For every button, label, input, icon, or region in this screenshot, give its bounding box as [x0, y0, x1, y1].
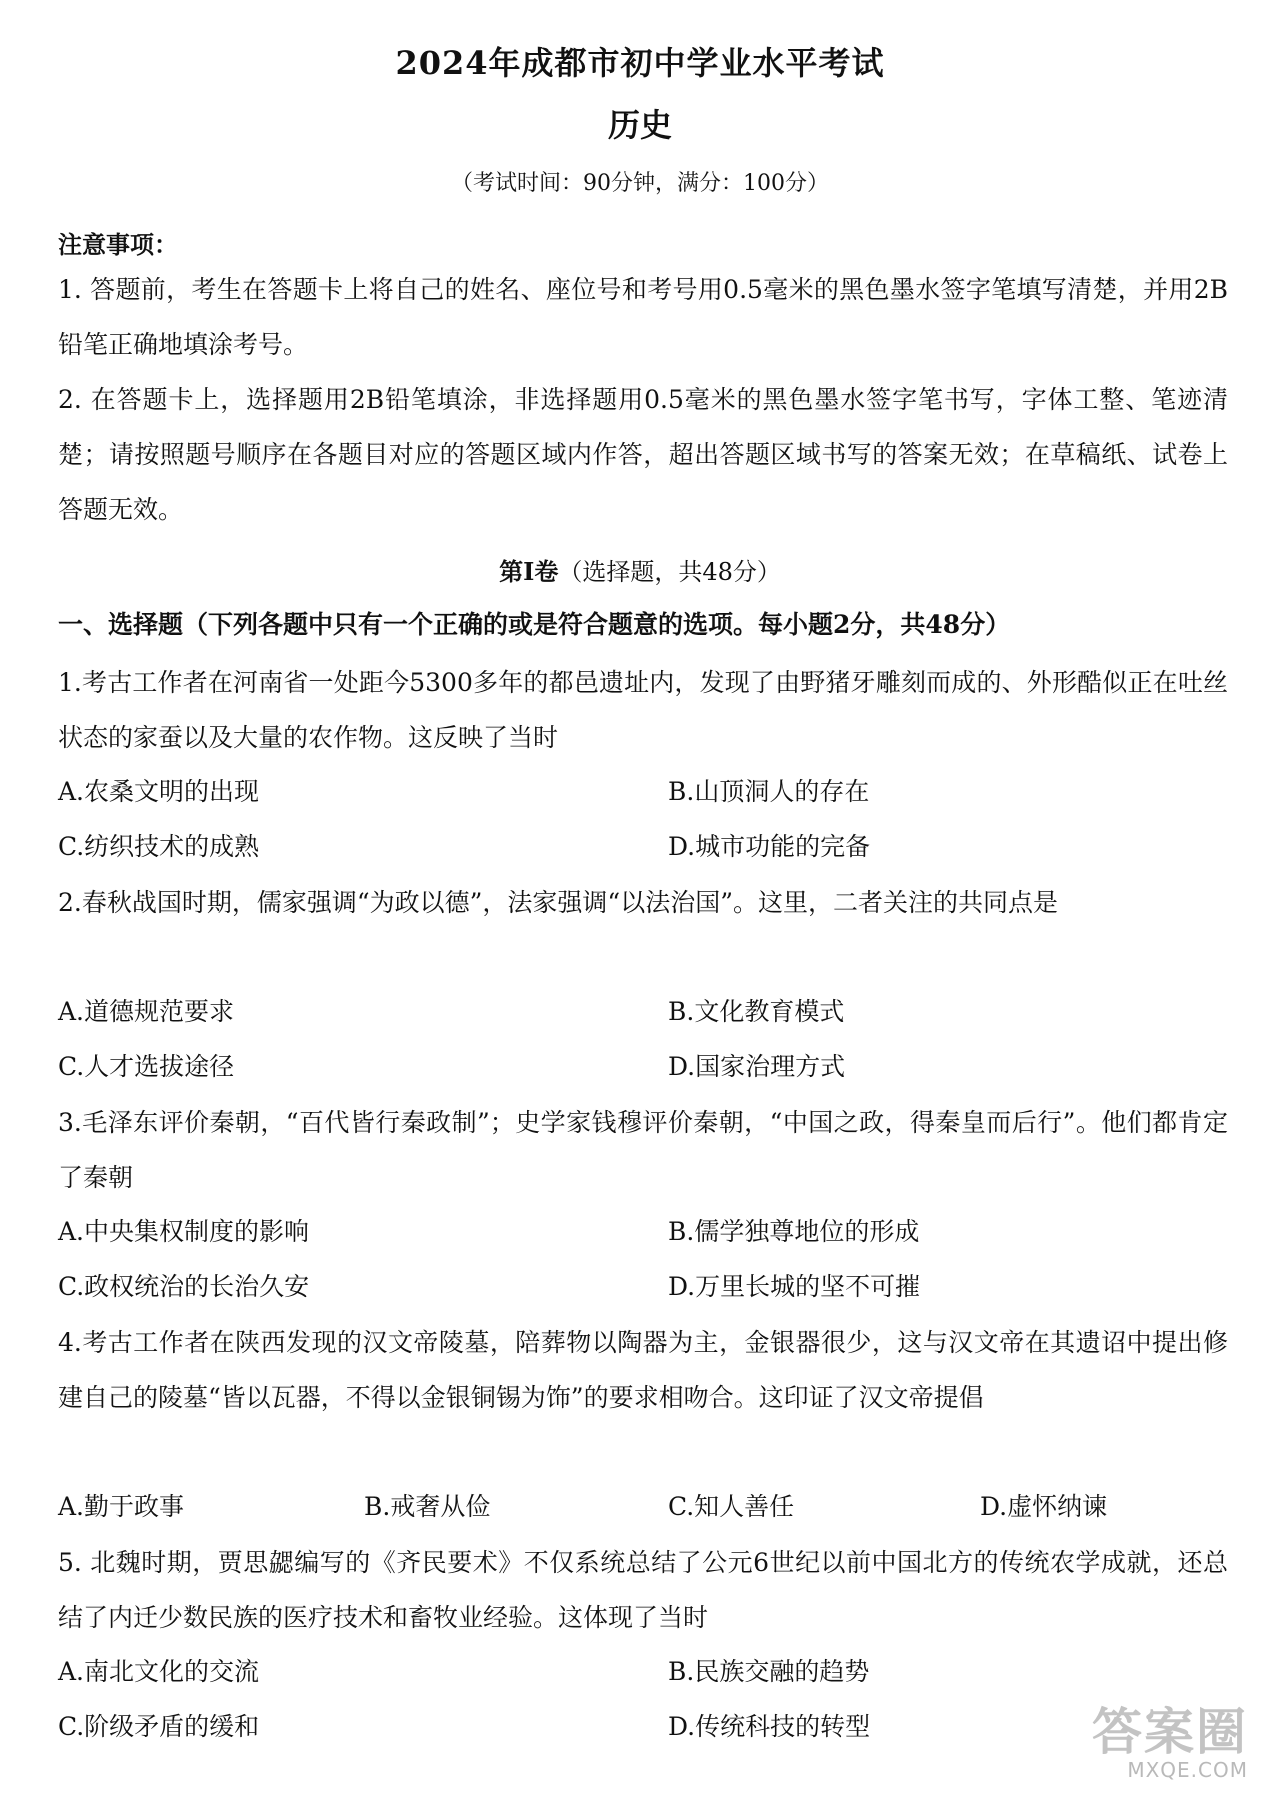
exam-title: 2024年成都市初中学业水平考试 [395, 44, 885, 82]
question-2-option-c: C.人才选拔途径 [58, 1052, 235, 1081]
question-5-option-b: B.民族交融的趋势 [668, 1657, 870, 1686]
watermark-brand: 答案圈 [1092, 1703, 1248, 1761]
watermark-logo [1080, 1692, 1260, 1782]
exam-info: （考试时间：90分钟，满分：100分） [451, 171, 829, 196]
notes-item-2: 2. 在答题卡上，选择题用2B铅笔填涂，非选择题用0.5毫米的黑色墨水签字笔书写，字体工整、笔迹清楚；请按照题号顺序在各题目对应的答题区域内作答，超出答题区域书写的答案无效；在草稿纸、试卷上答题无效。 [58, 385, 1228, 524]
watermark-domain: MXQE.COM [1127, 1758, 1248, 1782]
question-2-stem: 2.春秋战国时期，儒家强调“为政以德”，法家强调“以法治国”。这里，二者关注的共同点是 [58, 888, 1058, 917]
question-4-option-b: B.戒奢从俭 [364, 1492, 491, 1521]
volume-note: （选择题，共48分） [558, 558, 781, 586]
question-5-option-a: A.南北文化的交流 [58, 1657, 260, 1686]
question-5-option-d: D.传统科技的转型 [668, 1712, 871, 1741]
question-4-option-d: D.虚怀纳谏 [980, 1492, 1108, 1521]
question-1-option-b: B.山顶洞人的存在 [668, 777, 870, 806]
question-2-option-a: A.道德规范要求 [58, 997, 235, 1026]
question-2-option-d: D.国家治理方式 [668, 1052, 846, 1081]
question-5-stem: 5. 北魏时期，贾思勰编写的《齐民要术》不仅系统总结了公元6世纪以前中国北方的传统农学成就，还总结了内迁少数民族的医疗技术和畜牧业经验。这体现了当时 [58, 1548, 1228, 1632]
question-4-option-c: C.知人善任 [668, 1492, 795, 1521]
question-2-option-b: B.文化教育模式 [668, 997, 845, 1026]
subject-title: 历史 [607, 106, 672, 144]
volume-label: 第Ⅰ卷 [499, 557, 559, 586]
question-4-stem: 4.考古工作者在陕西发现的汉文帝陵墓，陪葬物以陶器为主，金银器很少，这与汉文帝在其遗诏中提出修建自己的陵墓“皆以瓦器，不得以金银铜锡为饰”的要求相吻合。这印证了汉文帝提倡 [58, 1328, 1228, 1412]
question-3-option-a: A.中央集权制度的影响 [58, 1217, 310, 1246]
question-1-stem: 1.考古工作者在河南省一处距今5300多年的都邑遗址内，发现了由野猪牙雕刻而成的、外形酷似正在吐丝状态的家蚕以及大量的农作物。这反映了当时 [58, 668, 1228, 752]
question-5-option-c: C.阶级矛盾的缓和 [58, 1712, 260, 1741]
question-4-option-a: A.勤于政事 [58, 1492, 185, 1521]
question-1-option-c: C.纺织技术的成熟 [58, 832, 260, 861]
question-1-option-a: A.农桑文明的出现 [58, 777, 260, 806]
volume-header [0, 552, 1280, 587]
question-3-option-b: B.儒学独尊地位的形成 [668, 1217, 920, 1246]
notes-item-1: 1. 答题前，考生在答题卡上将自己的姓名、座位号和考号用0.5毫米的黑色墨水签字笔填写清楚，并用2B铅笔正确地填涂考号。 [58, 275, 1228, 359]
part-title: 一、选择题（下列各题中只有一个正确的或是符合题意的选项。每小题2分，共48分） [58, 610, 1011, 639]
question-1-option-d: D.城市功能的完备 [668, 832, 871, 861]
notes-title: 注意事项： [58, 230, 178, 259]
question-3-option-c: C.政权统治的长治久安 [58, 1272, 310, 1301]
question-3-stem: 3.毛泽东评价秦朝，“百代皆行秦政制”；史学家钱穆评价秦朝，“中国之政，得秦皇而后行”。他们都肯定了秦朝 [58, 1108, 1228, 1192]
question-3-option-d: D.万里长城的坚不可摧 [668, 1272, 921, 1301]
